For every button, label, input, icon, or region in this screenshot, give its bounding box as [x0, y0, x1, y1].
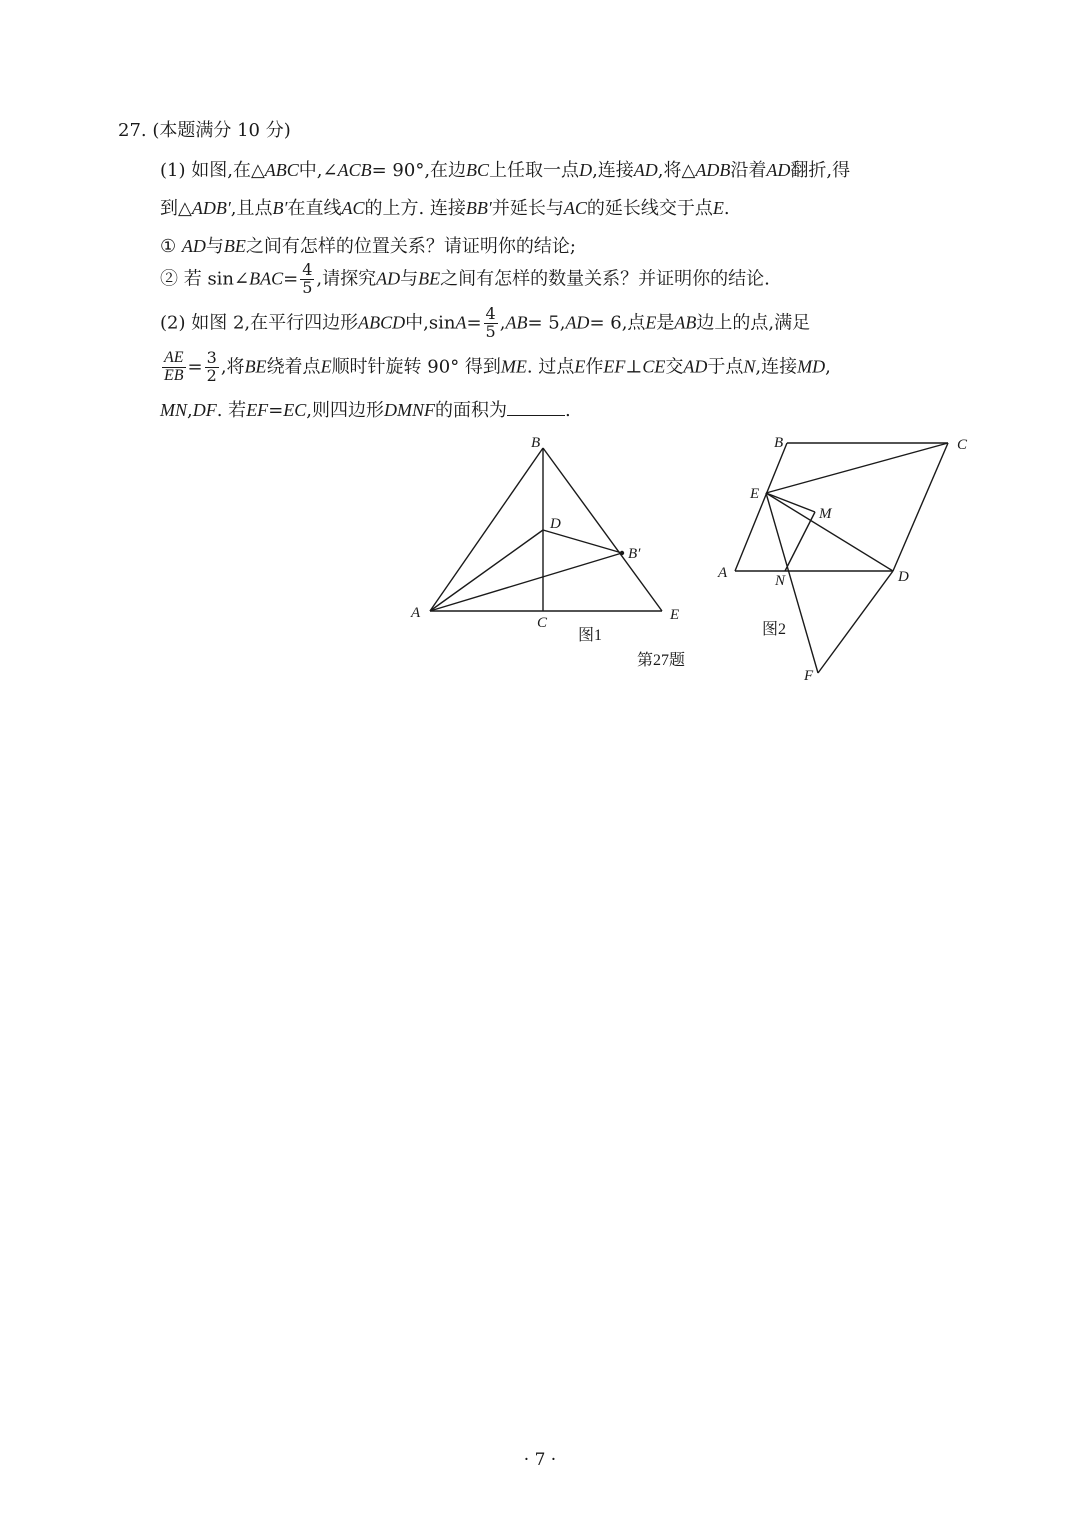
text: 顺时针旋转 90° 得到 [331, 356, 501, 378]
question-header: 27. (本题满分 10 分) [118, 120, 291, 141]
math-var: ADB′ [191, 198, 231, 218]
segment-FD [818, 571, 893, 673]
figure2-caption: 图2 [762, 621, 787, 638]
text: 与 [400, 268, 419, 290]
text: 上任取一点 [489, 160, 580, 181]
text: 之间有怎样的位置关系？请证明你的结论; [245, 236, 576, 257]
fraction-denominator: 5 [302, 277, 313, 297]
fraction-numerator: AE [164, 349, 184, 366]
math-var: ME [500, 356, 527, 377]
math-var: DF [192, 400, 217, 420]
label-B: B [531, 435, 541, 451]
text: ⊥ [625, 356, 643, 378]
math-var: CE [642, 356, 666, 377]
math-var: E [645, 312, 657, 333]
text: (2) 如图 2,在平行四边形 [160, 312, 359, 334]
text: . [565, 400, 571, 421]
math-var: BE [418, 268, 441, 289]
math-var: ABC [264, 160, 299, 180]
math-var: A [455, 312, 467, 333]
text: 绕着点 [266, 356, 321, 378]
text: . [723, 198, 730, 219]
text: ,则四边形 [306, 400, 385, 421]
label-N: N [775, 573, 786, 589]
fraction-numerator: 3 [206, 348, 217, 367]
text: . 过点 [526, 356, 575, 378]
text: = [268, 400, 284, 421]
math-var: AD [181, 236, 206, 256]
math-var: E [712, 198, 724, 218]
segment-EC [766, 443, 948, 493]
segment-MN [785, 512, 815, 571]
math-var: AD [376, 268, 401, 289]
math-var: DMNF [384, 400, 436, 420]
segment-AB [430, 448, 543, 611]
label-A: A [411, 605, 421, 621]
label-B-prime: B′ [628, 546, 641, 562]
figure1 [430, 448, 662, 611]
text: 中,sin [405, 312, 456, 334]
math-var: AD [683, 356, 708, 377]
math-var: AC [563, 198, 587, 218]
math-var: B′ [272, 198, 288, 218]
math-var: EF [603, 356, 626, 377]
segment-AD [430, 530, 543, 611]
text: 翻折,得 [790, 160, 851, 181]
text: ,将△ [657, 160, 696, 181]
text: 作 [585, 356, 604, 378]
segment-EM [766, 493, 815, 512]
text: 之间有怎样的数量关系？并证明你的结论. [440, 268, 770, 290]
fraction-numerator: 4 [485, 304, 496, 323]
text: , [187, 400, 193, 421]
math-var: ADB [695, 160, 731, 180]
text: 到△ [160, 198, 192, 219]
math-var: AB [505, 312, 528, 333]
question-figure-caption: 第27题 [637, 652, 686, 669]
figure1-caption: 图1 [578, 627, 603, 644]
text: ,请探究 [316, 268, 377, 290]
fraction-denominator: 2 [206, 365, 217, 385]
math-var: E [574, 356, 586, 377]
text: . 若 [216, 400, 247, 421]
text: (1) 如图,在△ [160, 160, 265, 181]
text: ,连接 [755, 356, 798, 378]
text: 边上的点,满足 [696, 312, 811, 334]
math-var: BAC [249, 268, 284, 289]
math-var: BE [223, 236, 246, 256]
math-var: BC [466, 160, 490, 180]
text: 中,∠ [298, 160, 338, 181]
segment-AB [735, 443, 787, 571]
math-var: MD [797, 356, 826, 377]
label-A: A [718, 565, 728, 581]
text: 的上方. 连接 [364, 198, 466, 219]
math-var: AD [766, 160, 791, 180]
text: = [283, 268, 299, 290]
text: 是 [656, 312, 675, 334]
math-var: BB′ [465, 198, 492, 218]
label-C: C [957, 437, 968, 453]
text: 沿着 [730, 160, 767, 181]
text: 并延长与 [491, 198, 564, 219]
math-var: EF [246, 400, 269, 420]
label-F: F [804, 668, 814, 684]
text: ,且点 [230, 198, 273, 219]
math-var: AD [633, 160, 658, 180]
text: = 90°,在边 [371, 160, 467, 181]
text: , [825, 356, 831, 378]
math-var: AD [565, 312, 590, 333]
label-E: E [670, 607, 680, 623]
label-D: D [550, 516, 561, 532]
segment-AB-prime [430, 553, 622, 611]
text: = 5, [527, 312, 566, 334]
math-var: E [320, 356, 332, 377]
label-C: C [537, 615, 548, 631]
math-var: AB [674, 312, 697, 333]
text: = [187, 356, 203, 378]
text: ① [160, 236, 182, 257]
page-number: · 7 · [523, 1450, 557, 1470]
label-E: E [750, 486, 760, 502]
text: = [466, 312, 482, 334]
label-B: B [774, 435, 784, 451]
math-var: D [579, 160, 593, 180]
math-var: N [743, 356, 756, 377]
text: 交 [665, 356, 684, 378]
fraction-denominator: 5 [485, 321, 496, 341]
text: 的面积为 [435, 400, 508, 421]
text: ② 若 sin∠ [160, 268, 250, 290]
segment-DB-prime [543, 530, 622, 553]
math-var: AC [341, 198, 365, 218]
text: 与 [205, 236, 224, 257]
text: = 6,点 [589, 312, 646, 334]
label-D: D [898, 569, 909, 585]
math-var: MN [160, 400, 187, 420]
text: , [499, 312, 506, 334]
text: ,连接 [592, 160, 634, 181]
segment-BE [543, 448, 662, 611]
fraction-numerator: 4 [302, 260, 313, 279]
point-B-prime [620, 551, 624, 555]
math-var: ABCD [358, 312, 406, 333]
math-var: ACB [337, 160, 372, 180]
text: 于点 [707, 356, 744, 378]
fraction-denominator: EB [164, 366, 184, 384]
segment-CD [893, 443, 948, 571]
label-M: M [819, 506, 832, 522]
math-var: BE [244, 356, 267, 377]
text: 的延长线交于点 [586, 198, 713, 219]
figure2 [735, 443, 948, 673]
text: 在直线 [287, 198, 342, 219]
text: ,将 [220, 356, 245, 378]
math-var: EC [283, 400, 307, 420]
